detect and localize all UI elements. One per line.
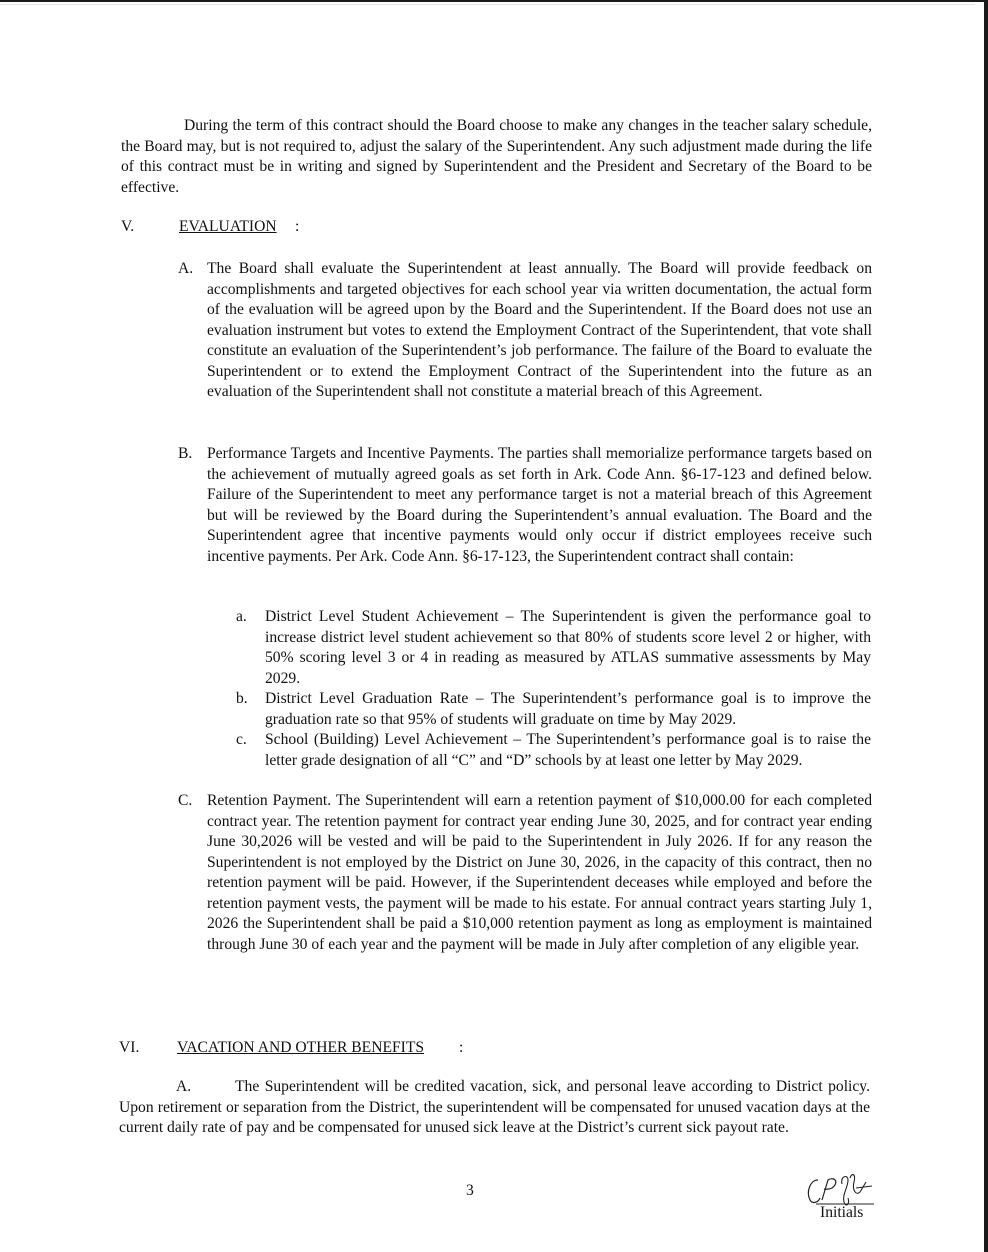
- section-colon: :: [459, 1039, 464, 1056]
- right-border: [984, 0, 988, 1252]
- vacation-item-a: [119, 1077, 870, 1139]
- item-text: The Superintendent will be credited vacation, sick, and personal leave according to District policy. Upon retirement or separation from the District, the superintendent will be compensated for unused vacation days at the current daily rate of pay and be compensated for unused sick leave at the District’s current sick payout rate.: [119, 1078, 870, 1136]
- subitem-marker: c.: [236, 731, 247, 748]
- page-number: 3: [466, 1182, 474, 1199]
- item-marker: B.: [178, 445, 193, 462]
- section-heading-evaluation: [121, 217, 521, 237]
- subitem-text: District Level Student Achievement – The Superintendent is given the performance goal to increase district level student achievement so that 80% of students score level 2 or higher, with 50% scoring level 3 or 4 in reading as measured by ATLAS summative assessments by May 2029.: [265, 608, 871, 687]
- performance-target-a: [236, 607, 872, 689]
- initials-label: Initials: [820, 1204, 864, 1221]
- performance-target-c: [236, 730, 872, 792]
- section-heading-vacation: [119, 1038, 619, 1058]
- evaluation-item-b: [178, 444, 872, 589]
- subitem-text: District Level Graduation Rate – The Superintendent’s performance goal is to improve the graduation rate so that 95% of students will graduate on time by May 2029.: [265, 690, 871, 728]
- evaluation-item-c: [178, 791, 872, 977]
- item-text: Retention Payment. The Superintendent will earn a retention payment of $10,000.00 for each completed contract year. The retention payment for contract year ending June 30, 2025, and for contract year ending June 30,2026 will be vested and will be paid to the Superintendent in July 2026. If for any reason the Superintendent is not employed by the District on June 30, 2026, in the capacity of this contract, then no retention payment will be paid. However, if the Superintendent deceases while employed and before the retention payment vests, the payment will be made to his estate. For annual contract years starting July 1, 2026 the Superintendent shall be paid a $10,000 retention payment as long as employment is maintained through June 30 of each year and the payment will be made in July after completion of any eligible year.: [207, 792, 872, 953]
- item-marker: A.: [178, 260, 194, 277]
- section-title: VACATION AND OTHER BENEFITS: [177, 1039, 425, 1056]
- subitem-marker: a.: [236, 608, 247, 625]
- initials-block: [800, 1170, 880, 1226]
- performance-target-b: [236, 689, 872, 730]
- item-text: Performance Targets and Incentive Payments. The parties shall memorialize performance targets based on the achievement of mutually agreed goals as set forth in Ark. Code Ann. §6-17-123 and defined below. Failure of the Superintendent to meet any performance target is not a material breach of this Agreement but will be reviewed by the Board during the Superintendent’s annual evaluation. The Board and the Superintendent agree that incentive payments would only occur if district employees receive such incentive payments. Per Ark. Code Ann. §6-17-123, the Superintendent contract shall contain:: [207, 445, 872, 565]
- section-colon: :: [295, 218, 300, 235]
- section-title: EVALUATION: [179, 218, 277, 235]
- intro-paragraph: During the term of this contract should the Board choose to make any changes in the teacher salary schedule, the Board may, but is not required to, adjust the salary of the Superintendent. Any such adjustment made during the life of this contract must be in writing and signed by Superintendent and the President and Secretary of the Board to be effective.: [121, 117, 872, 196]
- subitem-text: School (Building) Level Achievement – The Superintendent’s performance goal is to raise the letter grade designation of all “C” and “D” schools by at least one letter by May 2029.: [265, 731, 871, 769]
- section-number: VI.: [119, 1039, 140, 1056]
- subitem-marker: b.: [236, 690, 248, 707]
- evaluation-item-a: [178, 259, 872, 425]
- item-marker: C.: [178, 792, 193, 809]
- item-text: The Board shall evaluate the Superintendent at least annually. The Board will provide feedback on accomplishments and targeted objectives for each school year via written documentation, the actual form of the evaluation will be agreed upon by the Board and the Superintendent. If the Board does not use an evaluation instrument but votes to extend the Employment Contract of the Superintendent, that vote shall constitute an evaluation of the Superintendent’s job performance. The failure of the Board to evaluate the Superintendent or to extend the Employment Contract of the Superintendent into the future as an evaluation of the Superintendent shall not constitute a material breach of this Agreement.: [207, 260, 872, 400]
- item-marker: A.: [176, 1078, 192, 1095]
- section-number: V.: [121, 218, 135, 235]
